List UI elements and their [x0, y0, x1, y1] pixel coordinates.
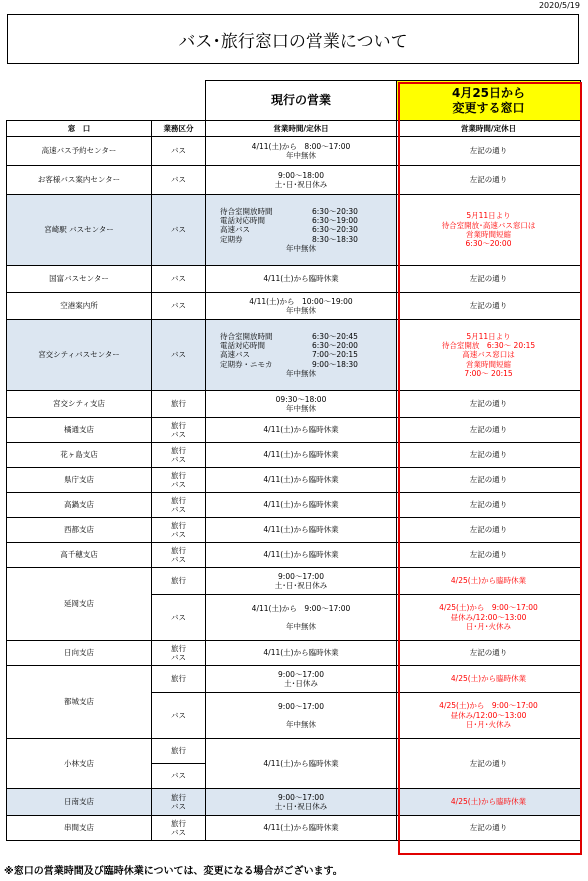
category-line: 旅行: [171, 470, 186, 480]
hours-line: 9:00～17:00: [278, 571, 324, 581]
window-name: 花ヶ島支店: [7, 443, 152, 468]
new-hours-line: 高速バス窓口は: [462, 350, 515, 360]
hours-line: 土･日･祝日休み: [274, 180, 328, 189]
category: 旅行: [152, 739, 206, 764]
new-hours-line: 営業時間短縮: [466, 230, 511, 239]
col-window: 窓 口: [7, 121, 152, 137]
category-line: バス: [171, 653, 186, 662]
new-hours: 左記の通り: [397, 137, 581, 166]
new-hours: 左記の通り: [397, 816, 581, 841]
hours-line: 4/11(土)から 10:00～19:00: [249, 296, 353, 306]
hours-line: 年中無休: [286, 404, 316, 413]
new-hours: 左記の通り: [397, 293, 581, 320]
table-row: [7, 166, 581, 195]
hours-line: 4/11(土)から 9:00～17:00: [251, 603, 351, 613]
new-hours: 左記の通り: [397, 518, 581, 543]
hours: [206, 166, 397, 195]
category: バス: [152, 693, 206, 739]
table-row: [7, 666, 581, 693]
hours: [206, 693, 397, 739]
hours: [206, 666, 397, 693]
window-name: 県庁支店: [7, 468, 152, 493]
col-category: 業務区分: [152, 121, 206, 137]
new-hours-line: 待合室開放･高速バス窓口は: [441, 220, 536, 230]
category: [152, 443, 206, 468]
new-hours: [397, 195, 581, 266]
new-hours-line: 日･月･火休み: [466, 720, 511, 730]
new-hours-line: 営業時間短縮: [466, 359, 511, 369]
category: [152, 518, 206, 543]
hours: 4/11(土)から臨時休業: [206, 518, 397, 543]
hours-detail-row: 定期券・ニモカ 9:00～18:30: [220, 359, 358, 369]
window-name: 西都支店: [7, 518, 152, 543]
table-row: [7, 391, 581, 418]
category-line: 旅行: [171, 643, 186, 653]
hours-line: 4/11(土)から 8:00～17:00: [251, 141, 351, 151]
category: バス: [152, 195, 206, 266]
new-hours: [397, 693, 581, 739]
new-hours: 左記の通り: [397, 418, 581, 443]
col-new-hours: 営業時間/定休日: [397, 121, 581, 137]
category: バス: [152, 293, 206, 320]
hours: [206, 568, 397, 595]
new-hours: [397, 320, 581, 391]
new-hours-line: 待合室開放 6:30～ 20:15: [441, 340, 536, 350]
new-hours: 左記の通り: [397, 166, 581, 195]
header-spacer: [7, 81, 206, 121]
category-line: 旅行: [171, 445, 186, 455]
new-hours-line: 4/25(土)から 9:00～17:00: [439, 701, 538, 711]
window-name: 国富バスセンター: [7, 266, 152, 293]
category: [152, 641, 206, 666]
category: バス: [152, 595, 206, 641]
category-line: バス: [171, 530, 186, 539]
hours: [206, 320, 397, 391]
category-line: バス: [171, 828, 186, 837]
category: [152, 816, 206, 841]
category-line: バス: [171, 555, 186, 564]
category: [152, 543, 206, 568]
new-hours-line: 4/25(土)から 9:00～17:00: [439, 603, 538, 613]
hours-line: 年中無休: [286, 244, 316, 254]
hours: [206, 195, 397, 266]
window-name: 橘通支店: [7, 418, 152, 443]
table-row: [7, 418, 581, 443]
table-row: [7, 739, 581, 764]
hours-line: 年中無休: [286, 622, 316, 631]
category: 旅行: [152, 666, 206, 693]
table-row: [7, 816, 581, 841]
hours-line: 土･日･祝日休み: [274, 802, 328, 811]
hours-detail-row: 定期券 8:30～18:30: [220, 234, 358, 244]
hours-detail-row: 待合室開放時間 6:30～20:30: [220, 206, 358, 216]
category-line: 旅行: [171, 520, 186, 530]
table-row: [7, 468, 581, 493]
category: [152, 418, 206, 443]
category: バス: [152, 266, 206, 293]
category: [152, 468, 206, 493]
hours: 4/11(土)から臨時休業: [206, 739, 397, 789]
header-current: 現行の営業: [206, 81, 397, 121]
hours-detail-row: 高速バス 6:30～20:30: [220, 225, 358, 235]
hours: [206, 391, 397, 418]
hours-detail-row: 電話対応時間 6:30～20:00: [220, 340, 358, 350]
hours-line: 土･日休み: [284, 679, 318, 688]
hours-detail-row: 高速バス 7:00～20:15: [220, 350, 358, 360]
new-hours-line: 昼休み/12:00～13:00: [450, 612, 527, 622]
hours: 4/11(土)から臨時休業: [206, 468, 397, 493]
table-row: [7, 568, 581, 595]
category-line: 旅行: [171, 420, 186, 430]
hours: [206, 595, 397, 641]
new-hours-line: 5月11日より: [466, 331, 511, 341]
hours: 4/11(土)から臨時休業: [206, 543, 397, 568]
hours: 4/11(土)から臨時休業: [206, 641, 397, 666]
hours-line: 9:00～17:00: [278, 701, 324, 711]
hours-line: 9:00～17:00: [278, 669, 324, 679]
window-name: お客様バス案内センター: [7, 166, 152, 195]
new-hours-line: 日･月･火休み: [466, 622, 511, 632]
category-line: バス: [171, 430, 186, 439]
page-title: バス･旅行窓口の営業について: [7, 14, 579, 64]
new-hours: 左記の通り: [397, 543, 581, 568]
table-row: [7, 493, 581, 518]
category-line: バス: [171, 480, 186, 489]
header-change-line1: 4月25日から: [451, 85, 526, 100]
new-hours: 4/25(土)から臨時休業: [397, 568, 581, 595]
category: バス: [152, 166, 206, 195]
col-hours: 営業時間/定休日: [206, 121, 397, 137]
window-name: 宮崎駅 バスセンター: [7, 195, 152, 266]
schedule-table: [6, 80, 581, 841]
category-line: バス: [171, 802, 186, 811]
document-date: 2020/5/19: [538, 1, 580, 10]
new-hours: 左記の通り: [397, 739, 581, 789]
category: [152, 493, 206, 518]
table-row: [7, 137, 581, 166]
hours-detail-row: 待合室開放時間 6:30～20:45: [220, 331, 358, 341]
new-hours: 左記の通り: [397, 641, 581, 666]
table-row: [7, 320, 581, 391]
category-line: 旅行: [171, 545, 186, 555]
window-name: 宮交シティ支店: [7, 391, 152, 418]
window-name: 小林支店: [7, 739, 152, 789]
category-line: 旅行: [171, 495, 186, 505]
hours: [206, 137, 397, 166]
window-name: 空港案内所: [7, 293, 152, 320]
hours: 4/11(土)から臨時休業: [206, 816, 397, 841]
window-name: 都城支店: [7, 666, 152, 739]
new-hours: 左記の通り: [397, 468, 581, 493]
new-hours: 左記の通り: [397, 266, 581, 293]
new-hours-line: 6:30～20:00: [465, 239, 512, 249]
new-hours: 左記の通り: [397, 493, 581, 518]
hours-line: 年中無休: [286, 369, 316, 379]
new-hours-line: 昼休み/12:00～13:00: [450, 710, 527, 720]
hours-line: 9:00～17:00: [278, 792, 324, 802]
table-row: [7, 641, 581, 666]
window-name: 日南支店: [7, 789, 152, 816]
table-row: [7, 443, 581, 468]
new-hours: 4/25(土)から臨時休業: [397, 789, 581, 816]
new-hours-line: 5月11日より: [466, 211, 511, 221]
hours-detail-row: 電話対応時間 6:30～19:00: [220, 215, 358, 225]
window-name: 高千穂支店: [7, 543, 152, 568]
hours-line: 土･日･祝日休み: [274, 581, 328, 590]
hours: 4/11(土)から臨時休業: [206, 418, 397, 443]
category: バス: [152, 320, 206, 391]
category: 旅行: [152, 568, 206, 595]
window-name: 串間支店: [7, 816, 152, 841]
hours-line: 09:30～18:00: [275, 394, 327, 404]
table-row: [7, 543, 581, 568]
new-hours-line: 7:00～ 20:15: [464, 369, 513, 379]
window-name: 宮交シティバスセンター: [7, 320, 152, 391]
new-hours: 左記の通り: [397, 443, 581, 468]
window-name: 高速バス予約センター: [7, 137, 152, 166]
hours: 4/11(土)から臨時休業: [206, 443, 397, 468]
hours: 4/11(土)から臨時休業: [206, 493, 397, 518]
window-name: 高鍋支店: [7, 493, 152, 518]
table-row: [7, 293, 581, 320]
new-hours: 左記の通り: [397, 391, 581, 418]
header-change: [397, 81, 581, 121]
hours: 4/11(土)から臨時休業: [206, 266, 397, 293]
hours-line: 年中無休: [286, 151, 316, 160]
new-hours: [397, 595, 581, 641]
category: 旅行: [152, 391, 206, 418]
category-line: バス: [171, 455, 186, 464]
category: バス: [152, 137, 206, 166]
category-line: 旅行: [171, 818, 186, 828]
window-name: 延岡支店: [7, 568, 152, 641]
table-row: [7, 266, 581, 293]
table-row: [7, 789, 581, 816]
category-line: バス: [171, 505, 186, 514]
header-change-line2: 変更する窓口: [452, 100, 525, 115]
hours-line: 9:00～18:00: [278, 170, 324, 180]
table-row: [7, 195, 581, 266]
category: [152, 789, 206, 816]
window-name: 日向支店: [7, 641, 152, 666]
hours: [206, 293, 397, 320]
hours: [206, 789, 397, 816]
footer-note: ※窓口の営業時間及び臨時休業については、変更になる場合がございます。: [4, 866, 343, 877]
table-row: [7, 518, 581, 543]
hours-line: 年中無休: [286, 306, 316, 315]
hours-line: 年中無休: [286, 720, 316, 729]
category-line: 旅行: [171, 792, 186, 802]
category: バス: [152, 764, 206, 789]
new-hours: 4/25(土)から臨時休業: [397, 666, 581, 693]
